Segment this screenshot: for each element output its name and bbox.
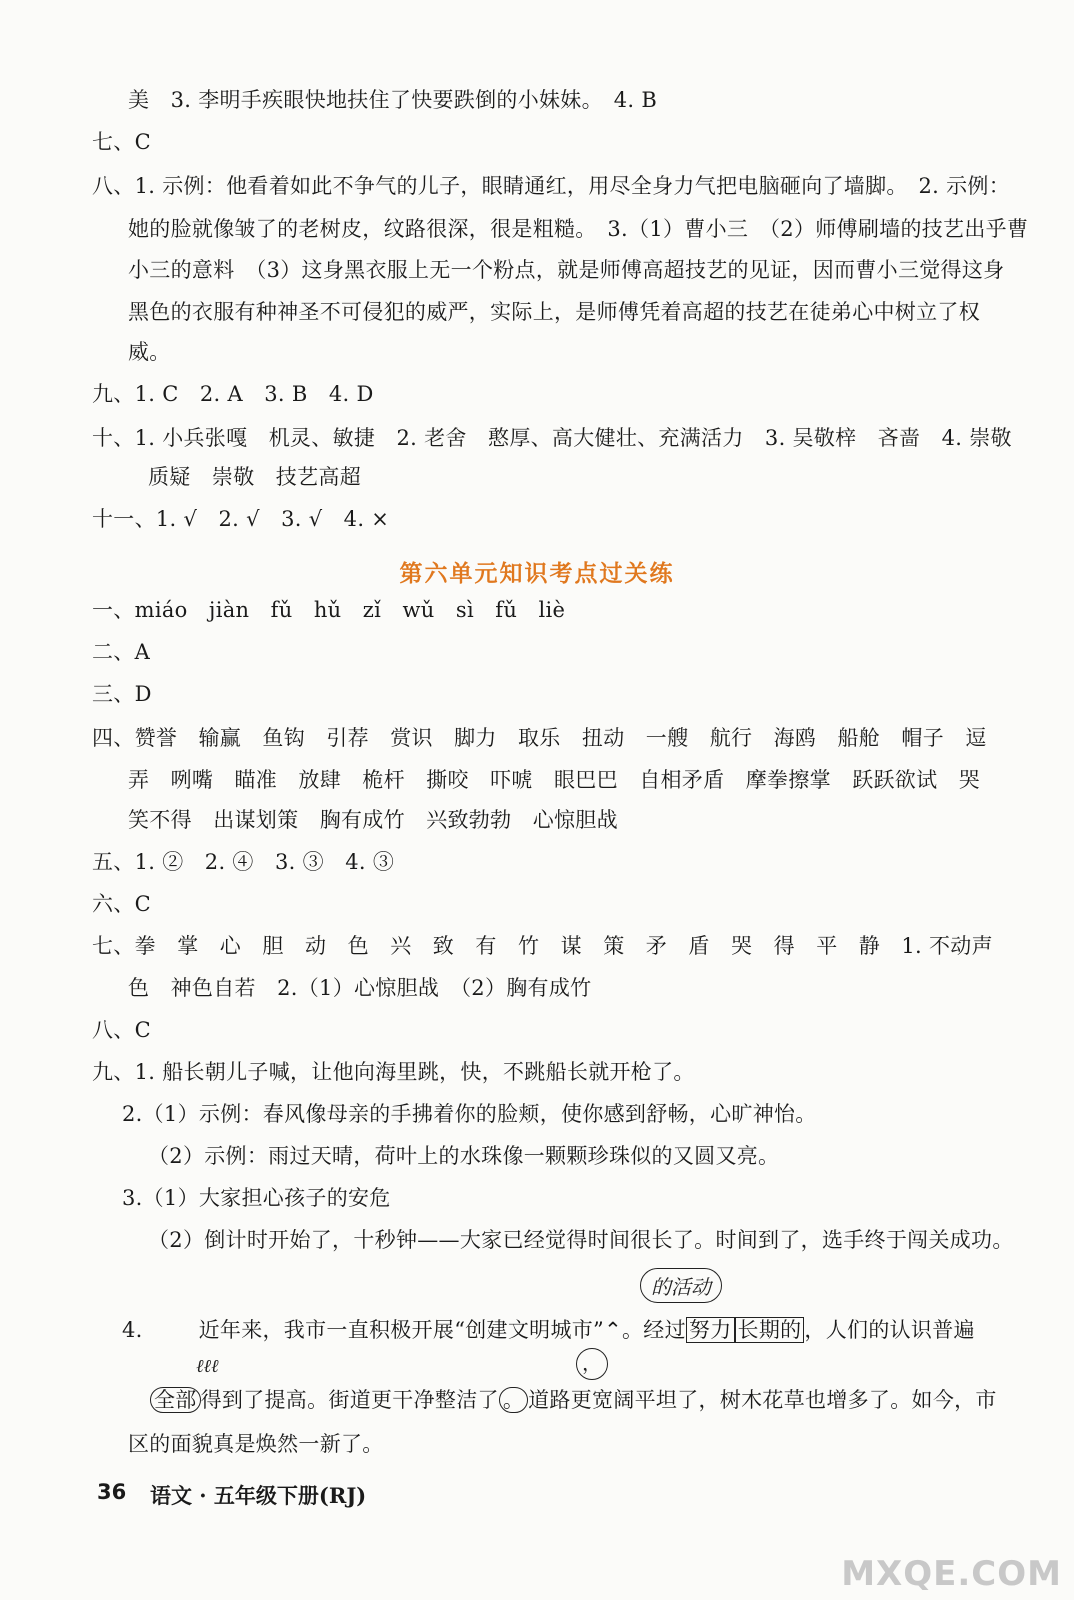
boxed-word: 长期的 [735,1317,805,1343]
question-4-number: 4. [122,1318,143,1342]
page-number: 36 [97,1480,127,1504]
q4-text: 得到了提高。街道更干净整洁了 [200,1388,499,1412]
section-title: 第六单元知识考点过关练 [399,560,675,587]
circled-punctuation: 。 [499,1387,528,1413]
text-line: 九、1. 船长朝儿子喊，让他向海里跳，快，不跳船长就开枪了。 [92,1060,695,1084]
text-line: 十、1. 小兵张嘎 机灵、敏捷 2. 老舍 憨厚、高大健壮、充满活力 3. 吴敬梓 吝啬 4. 崇敬 [92,426,1012,450]
caret-mark: ⌃ [604,1318,622,1342]
text-line: 威。 [128,340,171,364]
delete-mark: ℓℓℓ [196,1356,219,1377]
text-line: 七、拳 掌 心 胆 动 色 兴 致 有 竹 谋 策 矛 盾 哭 得 平 静 1. 不动声 [92,934,993,958]
comma-note: ， [576,1348,608,1380]
q4-text: 道路更宽阔平坦了，树木花草也增多了。如今，市 [528,1388,997,1412]
question-4-line-2 [150,1386,997,1414]
text-line: 十一、1. √ 2. √ 3. √ 4. × [92,507,390,531]
text-line: 笑不得 出谋划策 胸有成竹 兴致勃勃 心惊胆战 [128,808,618,832]
question-4-line-1 [122,1316,975,1344]
text-line: （2）倒计时开始了，十秒钟——大家已经觉得时间很长了。时间到了，选手终于闯关成功。 [148,1228,1014,1252]
text-line: 五、1. ② 2. ④ 3. ③ 4. ③ [92,850,395,874]
text-line: 质疑 崇敬 技艺高超 [148,465,361,489]
text-line: 弄 咧嘴 瞄准 放肆 桅杆 撕咬 吓唬 眼巴巴 自相矛盾 摩拳擦掌 跃跃欲试 哭 [128,768,980,792]
text-line: 美 3. 李明手疾眼快地扶住了快要跌倒的小妹妹。 4. B [128,88,658,112]
text-line: 她的脸就像皱了的老树皮，纹路很深，很是粗糙。 3.（1）曹小三 （2）师傅刷墙的技艺出乎曹 [128,217,1029,241]
text-line: （2）示例：雨过天晴，荷叶上的水珠像一颗颗珍珠似的又圆又亮。 [148,1144,780,1168]
text-line: 九、1. C 2. A 3. B 4. D [92,382,374,406]
question-4-line-3: 区的面貌真是焕然一新了。 [128,1432,384,1456]
footer-label: 语文 · 五年级下册(RJ) [150,1483,367,1508]
text-line: 一、miáo jiàn fǔ hǔ zǐ wǔ sì fǔ liè [92,598,566,622]
boxed-word: 努力 [686,1317,735,1343]
text-line: 八、1. 示例：他看着如此不争气的儿子，眼睛通红，用尽全身力气把电脑砸向了墙脚。 2. 示例： [92,174,1011,198]
text-line: 二、A [92,640,151,664]
text-line: 小三的意料 （3）这身黑衣服上无一个粉点，就是师傅高超技艺的见证，因而曹小三觉得这身 [128,258,1005,282]
text-line: 四、赞誉 输赢 鱼钩 引荐 赏识 脚力 取乐 扭动 一艘 航行 海鸥 船舱 帽子 逗 [92,726,987,750]
text-line: 六、C [92,892,151,916]
q4-text: ，人们的认识普遍 [804,1318,975,1342]
q4-text: 。经过 [622,1318,686,1342]
text-line: 三、D [92,682,152,706]
text-line: 黑色的衣服有种神圣不可侵犯的威严，实际上，是师傅凭着高超的技艺在徒弟心中树立了权 [128,300,980,324]
text-line: 色 神色自若 2.（1）心惊胆战 （2）胸有成竹 [128,976,592,1000]
q4-text: 近年来，我市一直积极开展“创建文明城市” [198,1318,605,1342]
watermark: MXQE.COM [841,1554,1062,1594]
text-line: 3.（1）大家担心孩子的安危 [122,1186,391,1210]
insert-note: 的活动 [640,1268,722,1303]
text-line: 八、C [92,1018,151,1042]
text-line: 七、C [92,130,151,154]
circled-word: 全部 [150,1387,201,1413]
text-line: 2.（1）示例：春风像母亲的手拂着你的脸颊，使你感到舒畅，心旷神怡。 [122,1102,817,1126]
